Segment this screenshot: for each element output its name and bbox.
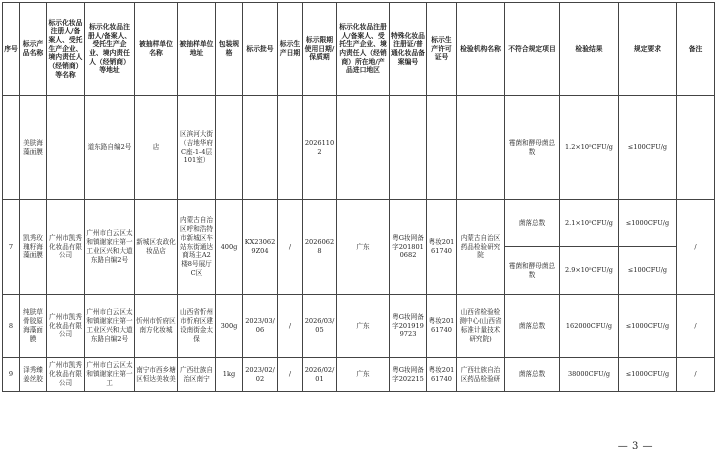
row-number — [3, 96, 20, 200]
batch-number: 2023/03/06 — [243, 295, 278, 358]
nonconforming-item: 菌落总数 — [505, 358, 560, 392]
company-name: 广州市凯秀化妆品有限公司 — [47, 200, 85, 295]
product-name: 纯肤草骨胶原海藻面膜 — [20, 295, 47, 358]
column-header: 标示批号 — [243, 3, 278, 96]
requirement: ≤100CFU/g — [619, 247, 677, 295]
testing-lab: 内蒙古自治区药品检验研究院 — [457, 200, 505, 295]
production-date: / — [278, 295, 303, 358]
expiry-date: 20261102 — [303, 96, 337, 200]
production-license: 粤妆20161740 — [427, 358, 457, 392]
column-header: 特殊化妆品注册证/普通化妆品备案编号 — [390, 3, 427, 96]
production-date: / — [278, 200, 303, 295]
inspection-table — [2, 2, 715, 392]
table-row — [3, 295, 715, 358]
column-header: 包装规格 — [216, 3, 243, 96]
column-header: 规定要求 — [619, 3, 677, 96]
testing-lab: 山西省检验检测中心(山西省标准计量技术研究院) — [457, 295, 505, 358]
expiry-date: 20260628 — [303, 200, 337, 295]
production-date — [278, 96, 303, 200]
row-number: 8 — [3, 295, 20, 358]
registration-number: 粤G妆网备字202215 — [390, 358, 427, 392]
column-header: 被抽样单位地址 — [178, 3, 216, 96]
nonconforming-item: 菌落总数 — [505, 295, 560, 358]
column-header: 标示化妆品注册人/备案人、受托生产企业、境内责任人（经销商）所在地/产品进口地区 — [337, 3, 390, 96]
requirement: ≤100CFU/g — [619, 96, 677, 200]
origin-region: 广东 — [337, 200, 390, 295]
nonconforming-item: 霉菌和酵母菌总数 — [505, 96, 560, 200]
page-number: — 3 — — [617, 441, 653, 452]
column-header: 标示化妆品注册人/备案人、受托生产企业、境内责任人（经销商）等地址 — [85, 3, 135, 96]
test-result: 1.2×10⁵CFU/g — [560, 96, 619, 200]
sampled-unit-name: 店 — [135, 96, 178, 200]
registration-number: 粤G妆网备字2019199723 — [390, 295, 427, 358]
origin-region: 广东 — [337, 295, 390, 358]
column-header: 标示生产许可证号 — [427, 3, 457, 96]
nonconforming-item: 霉菌和酵母菌总数 — [505, 247, 560, 295]
remark — [677, 96, 715, 200]
test-result: 2.9×10⁵CFU/g — [560, 247, 619, 295]
column-header: 备注 — [677, 3, 715, 96]
column-header: 标示化妆品注册人/备案人、受托生产企业、境内责任人（经销商）等名称 — [47, 3, 85, 96]
remark: / — [677, 295, 715, 358]
batch-number: 2023/02/02 — [243, 358, 278, 392]
product-name: 凯秀玫瑰籽海藻面膜 — [20, 200, 47, 295]
column-header: 被抽样单位名称 — [135, 3, 178, 96]
header-row — [3, 3, 715, 96]
remark: / — [677, 358, 715, 392]
requirement: ≤1000CFU/g — [619, 358, 677, 392]
table-row — [3, 96, 715, 200]
sampled-unit-address: 内蒙古自治区呼和浩特市新城区车站东街通达商场主A2楼8号展厅C区 — [178, 200, 216, 295]
test-result: 2.1×10⁵CFU/g — [560, 200, 619, 247]
sampled-unit-address: 广西壮族自治区南宁 — [178, 358, 216, 392]
package-size — [216, 96, 243, 200]
column-header: 检验机构名称 — [457, 3, 505, 96]
company-address: 广州市白云区太和镇谢家庄第一工 — [85, 358, 135, 392]
sampled-unit-address: 山西省忻州市忻府区建设南街金太保 — [178, 295, 216, 358]
testing-lab: 广西壮族自治区药品检验研 — [457, 358, 505, 392]
nonconforming-item: 菌落总数 — [505, 200, 560, 247]
origin-region — [337, 96, 390, 200]
requirement: ≤1000CFU/g — [619, 200, 677, 247]
sampled-unit-name: 新城区农政化妆品店 — [135, 200, 178, 295]
company-address: 广州市白云区太和镇谢家庄第一工业区兴和大道东路自编2号 — [85, 200, 135, 295]
requirement: ≤1000CFU/g — [619, 295, 677, 358]
sampled-unit-name: 忻州市忻府区南方化妆城 — [135, 295, 178, 358]
package-size: 400g — [216, 200, 243, 295]
production-license: 粤妆20161740 — [427, 295, 457, 358]
company-name: 广州市凯秀化妆品有限公司 — [47, 358, 85, 392]
company-address: 道东路自编2号 — [85, 96, 135, 200]
row-number: 7 — [3, 200, 20, 295]
sampled-unit-name: 南宁市西乡塘区恒达美妆美 — [135, 358, 178, 392]
production-license — [427, 96, 457, 200]
column-header: 标示生产日期 — [278, 3, 303, 96]
table-row — [3, 358, 715, 392]
package-size: 1kg — [216, 358, 243, 392]
origin-region: 广东 — [337, 358, 390, 392]
company-address: 广州市白云区太和镇谢家庄第一工业区兴和大道东路自编2号 — [85, 295, 135, 358]
batch-number — [243, 96, 278, 200]
testing-lab — [457, 96, 505, 200]
registration-number — [390, 96, 427, 200]
column-header: 检验结果 — [560, 3, 619, 96]
column-header: 序号 — [3, 3, 20, 96]
registration-number: 粤G妆网备字2018010682 — [390, 200, 427, 295]
batch-number: KX230629Z04 — [243, 200, 278, 295]
company-name — [47, 96, 85, 200]
test-result: 38000CFU/g — [560, 358, 619, 392]
company-name: 广州市凯秀化妆品有限公司 — [47, 295, 85, 358]
test-result: 162000CFU/g — [560, 295, 619, 358]
expiry-date: 2026/03/05 — [303, 295, 337, 358]
table-row — [3, 200, 715, 247]
production-date: / — [278, 358, 303, 392]
table-body — [3, 96, 715, 392]
row-number: 9 — [3, 358, 20, 392]
product-name: 泽秀臻姜丝胶 — [20, 358, 47, 392]
sampled-unit-address: 区滨河大街（吉地华府C座-1-4层101室） — [178, 96, 216, 200]
remark: / — [677, 200, 715, 295]
column-header: 标示限期使用日期/保质期 — [303, 3, 337, 96]
product-name: 美肤海藻面膜 — [20, 96, 47, 200]
column-header: 不符合规定项目 — [505, 3, 560, 96]
production-license: 粤妆20161740 — [427, 200, 457, 295]
column-header: 标示产品名称 — [20, 3, 47, 96]
package-size: 300g — [216, 295, 243, 358]
expiry-date: 2026/02/01 — [303, 358, 337, 392]
